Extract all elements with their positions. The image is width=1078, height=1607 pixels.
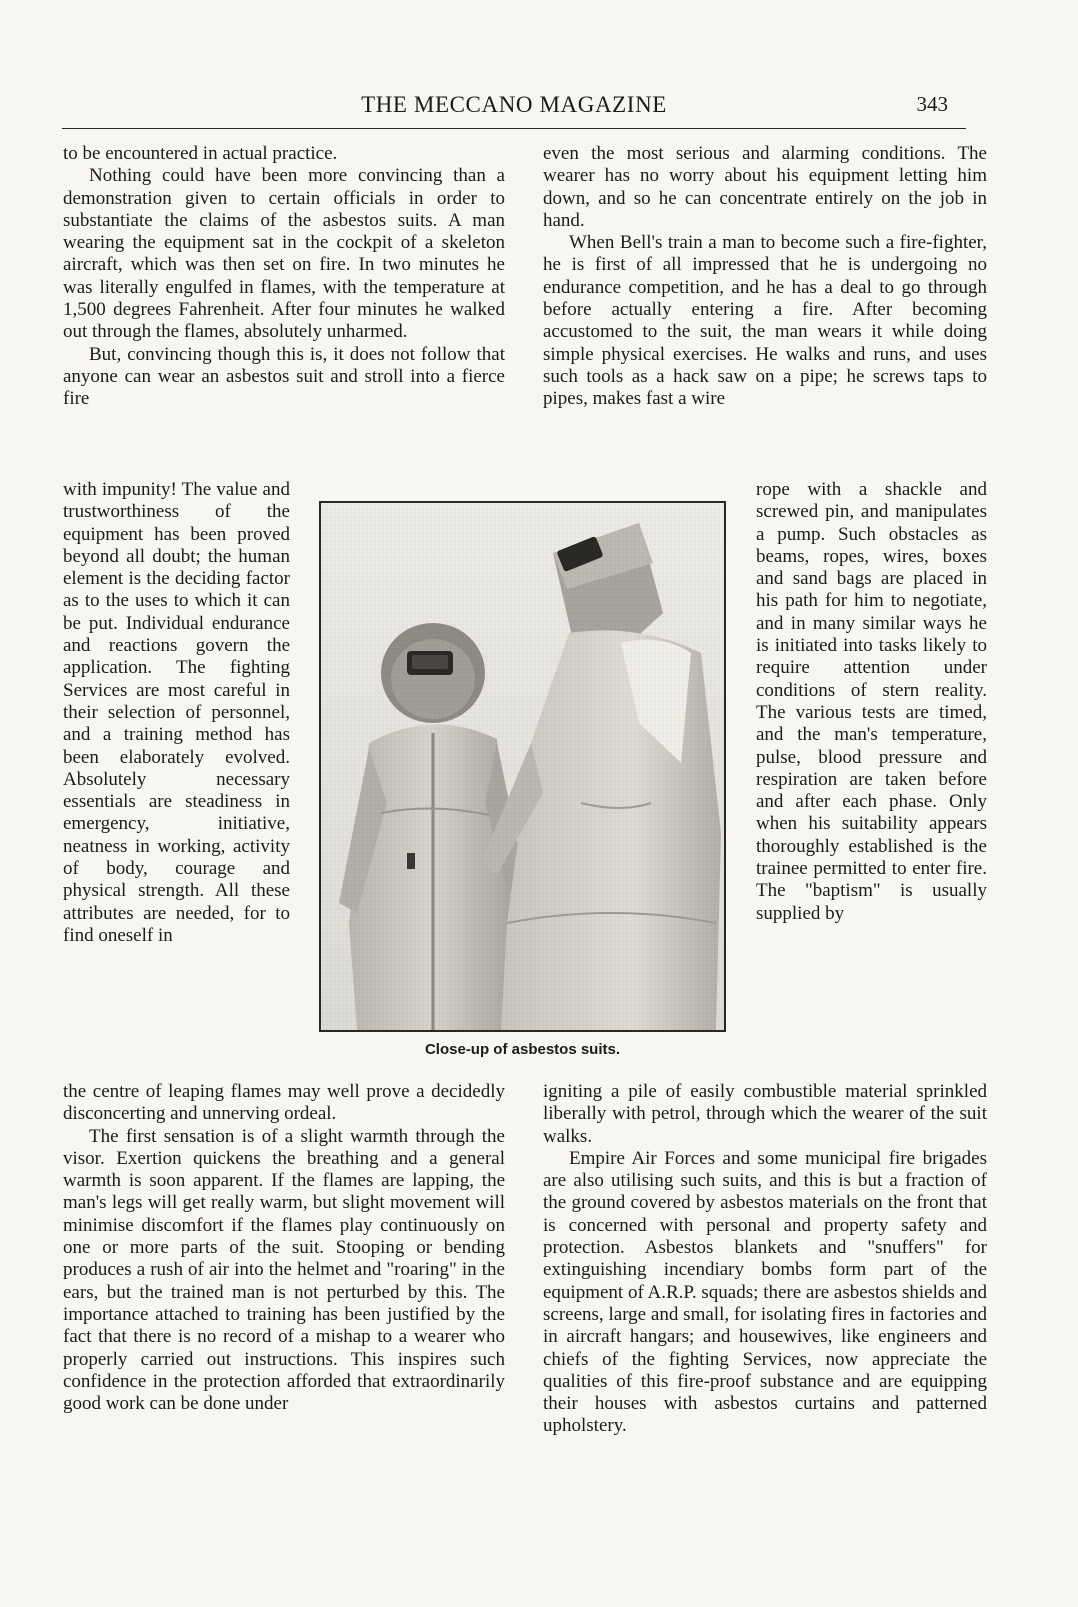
paragraph: When Bell's train a man to become such a fire-fighter, he is first of all impressed that he is undergoing no endurance competition, and he has a deal to go through before actually entering a fire. After becoming accustomed to the suit, the man wears it while doing simple physical exercises. He walks and runs, and uses such tools as a hack saw on a pipe; he screws taps to pipes, makes fast a wire	[543, 232, 987, 410]
figure-caption: Close-up of asbestos suits.	[424, 1041, 621, 1058]
magazine-title: THE MECCANO MAGAZINE	[361, 92, 667, 117]
paragraph: But, convincing though this is, it does not follow that anyone can wear an asbestos suit and stroll into a fierce fire	[63, 343, 505, 410]
right-column-bottom	[543, 1081, 987, 1438]
paragraph: The first sensation is of a slight warmth through the visor. Exertion quickens the breathing and a general warmth is soon apparent. If the flames are lapping, the man's legs will get really warm, but slight movement will minimise discomfort if the flames play continuously on one or more parts of the suit. Stooping or bending produces a rush of air into the helmet and "roaring" in the ears, but the trained man is not perturbed by this. The importance attached to training has been justified by the fact that there is no record of a mishap to a wearer who properly carried out instructions. This inspires such confidence in the protection afforded that extraordinarily good work can be done under	[63, 1125, 505, 1415]
paragraph: the centre of leaping flames may well prove a decidedly disconcerting and unnerving ordeal.	[63, 1081, 505, 1125]
halftone-texture	[321, 503, 724, 1030]
page-number: 343	[916, 92, 948, 116]
paragraph: Empire Air Forces and some municipal fire brigades are also utilising such suits, and this is but a fraction of the ground covered by asbestos materials on the front that is concerned with personal and property safety and protection. Asbestos blankets and "snuffers" for extinguishing incendiary bombs form part of the equipment of A.R.P. squads; there are asbestos shields and screens, large and small, for isolating fires in factories and in aircraft hangars; and housewives, like engineers and chiefs of the fighting Services, now appreciate the qualities of this fire-proof substance and are equipping their houses with asbestos curtains and patterned upholstery.	[543, 1147, 987, 1437]
paragraph: even the most serious and alarming conditions. The wearer has no worry about his equipment letting him down, and so he can concentrate entirely on the job in hand.	[543, 143, 987, 231]
paragraph: igniting a pile of easily combustible material sprinkled liberally with petrol, through which the wearer of the suit walks.	[543, 1081, 987, 1147]
right-column-top	[543, 143, 987, 411]
right-column-beside-figure	[756, 479, 987, 925]
photo-illustration	[321, 503, 724, 1030]
paragraph: Nothing could have been more convincing than a demonstration given to certain officials in order to substantiate the claims of the asbestos suits. A man wearing the equipment sat in the cockpit of a skeleton aircraft, which was then set on fire. In two minutes he was literally engulfed in flames, with the temperature at 1,500 degrees Fahrenheit. After four minutes he walked out through the flames, absolutely unharmed.	[63, 165, 505, 343]
left-column-top	[63, 143, 505, 411]
left-column-beside-figure	[63, 479, 290, 947]
paragraph: with impunity! The value and trustworthiness of the equipment has been proved beyond all doubt; the human element is the deciding factor as to the uses to which it can be put. Individual endurance and reactions govern the application. The fighting Services are most careful in their selection of personnel, and a training method has been elaborately evolved. Absolutely necessary essentials are steadiness in emergency, initiative, neatness in working, activity of body, courage and physical strength. All these attributes are needed, for to find oneself in	[63, 479, 290, 946]
paragraph: rope with a shackle and screwed pin, and manipulates a pump. Such obstacles as beams, ropes, wires, boxes and sand bags are placed in his path for him to negotiate, and in many similar ways he is initiated into tasks likely to require attention under conditions of stern reality. The various tests are timed, and the man's temperature, pulse, blood pressure and respiration are taken before and after each phase. Only when his suitability appears thoroughly established is the trainee permitted to enter fire. The "baptism" is usually supplied by	[756, 479, 987, 924]
paragraph: to be encountered in actual practice.	[63, 143, 338, 164]
asbestos-suits-photo	[319, 501, 726, 1032]
page-header	[62, 88, 966, 129]
left-column-bottom	[63, 1081, 505, 1415]
